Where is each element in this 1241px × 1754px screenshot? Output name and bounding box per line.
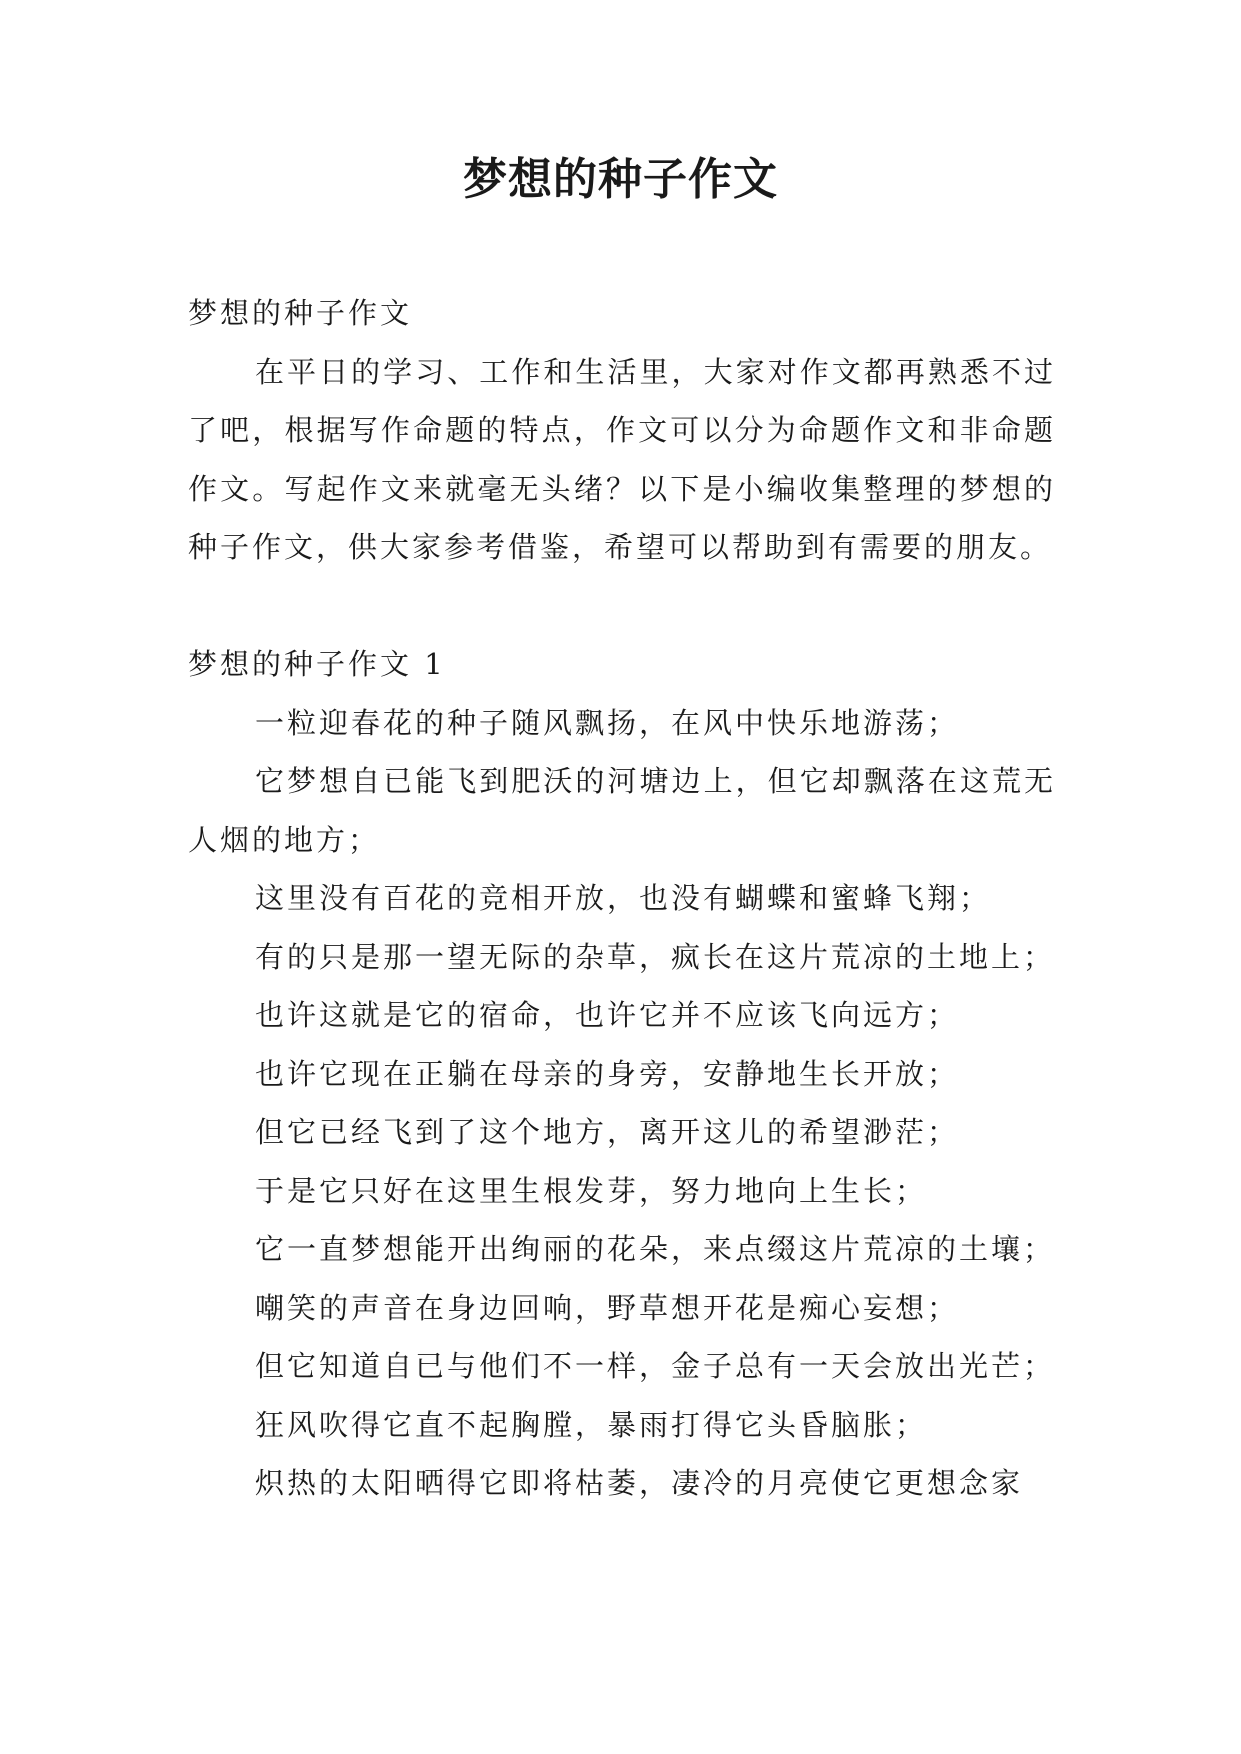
intro-paragraph: 在平日的学习、工作和生活里，大家对作文都再熟悉不过了吧，根据写作命题的特点，作文可以分为命题作文和非命题作文。写起作文来就毫无头绪？以下是小编收集整理的梦想的种子作文，供大家参考借鉴，希望可以帮助到有需要的朋友。: [188, 354, 1056, 564]
poem-line: 它梦想自已能飞到肥沃的河塘边上，但它却飘落在这荒无人烟的地方；: [188, 764, 1056, 857]
document-title: 梦想的种子作文: [463, 154, 778, 205]
poem-line: 它一直梦想能开出绚丽的花朵，来点缀这片荒凉的土壤；: [255, 1232, 1056, 1266]
section-heading: 梦想的种子作文 1: [188, 647, 446, 681]
poem-line: 这里没有百花的竞相开放，也没有蝴蝶和蜜蜂飞翔；: [255, 881, 992, 915]
poem-line: 也许这就是它的宿命，也许它并不应该飞向远方；: [255, 998, 960, 1032]
poem-line: 但它已经飞到了这个地方，离开这儿的希望渺茫；: [255, 1115, 960, 1149]
poem-line: 但它知道自已与他们不一样，金子总有一天会放出光芒；: [255, 1349, 1056, 1383]
poem-line: 也许它现在正躺在母亲的身旁，安静地生长开放；: [255, 1056, 960, 1091]
poem-line: 嘲笑的声音在身边回响，野草想开花是痴心妄想；: [255, 1290, 960, 1325]
poem-line: 狂风吹得它直不起胸膛，暴雨打得它头昏脑胀；: [255, 1407, 928, 1442]
poem-line: 炽热的太阳晒得它即将枯萎，凄冷的月亮使它更想念家: [255, 1466, 1024, 1500]
subtitle: 梦想的种子作文: [188, 296, 413, 330]
poem-line: 于是它只好在这里生根发芽，努力地向上生长；: [255, 1173, 928, 1208]
poem-line: 一粒迎春花的种子随风飘扬，在风中快乐地游荡；: [255, 705, 960, 740]
paragraph-spacer: [188, 577, 1056, 636]
document-body: [188, 284, 1056, 1513]
poem-line: 有的只是那一望无际的杂草，疯长在这片荒凉的土地上；: [255, 939, 1056, 974]
